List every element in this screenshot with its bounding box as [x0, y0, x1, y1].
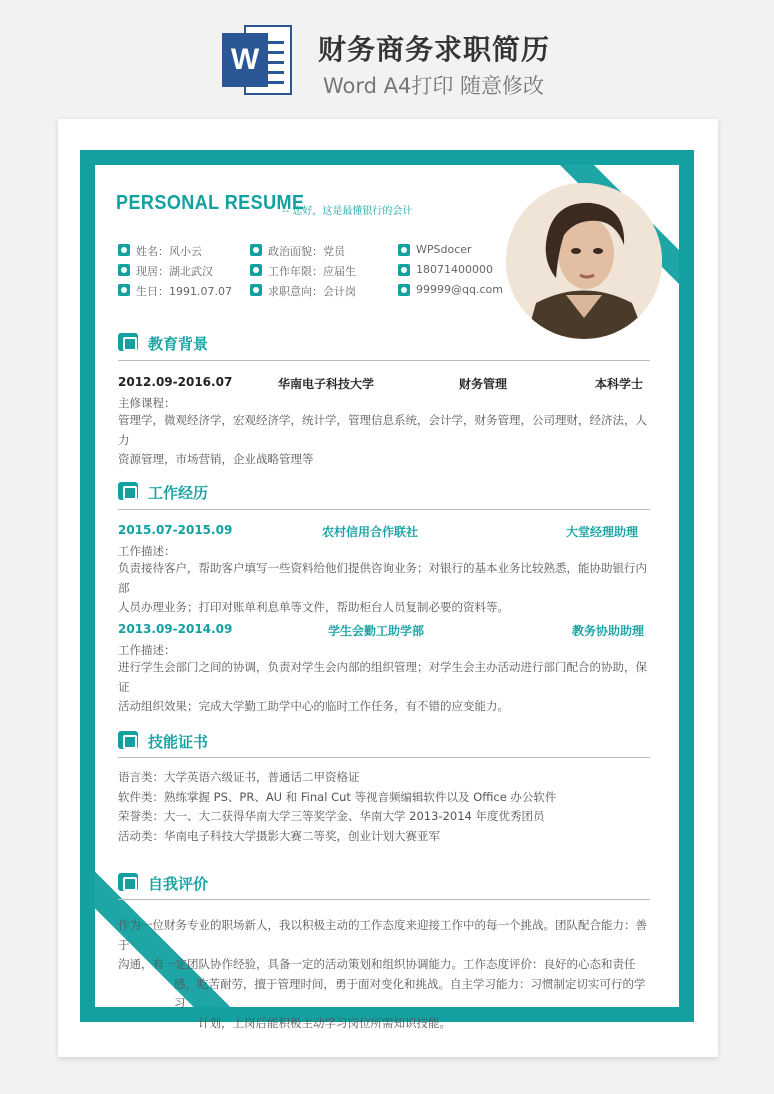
info-wechat: WPSdocer [416, 243, 472, 256]
calendar-icon [118, 284, 130, 296]
page-title: 财务商务求职简历 [318, 33, 551, 66]
phone-icon [398, 264, 410, 276]
edu-courses-label: 主修课程： [118, 396, 176, 410]
skill-line: 活动类：华南电子科技大学摄影大赛二等奖，创业计划大赛亚军 [118, 828, 440, 843]
job-period: 2013.09-2014.09 [118, 622, 233, 636]
info-email: 99999@qq.com [416, 283, 503, 296]
section-work-title: 工作经历 [148, 484, 209, 502]
skills-list [118, 768, 652, 846]
section-education-title: 教育背景 [148, 335, 209, 353]
self-evaluation [118, 916, 652, 1033]
section-divider [118, 757, 650, 758]
page-subtitle: Word A4打印 随意修改 [323, 74, 545, 98]
flag-icon [250, 244, 262, 256]
info-residence: 现居：湖北武汉 [136, 265, 213, 278]
job-desc [118, 559, 652, 618]
section-divider [118, 509, 650, 510]
job-desc-line: 进行学生会部门之间的协调，负责对学生会内部的组织管理；对学生会主办活动进行部门配合的协助，保证 [118, 660, 647, 694]
self-line: 计划，上岗后能积极主动学习岗位所需知识技能。 [198, 1015, 451, 1030]
info-birthday: 生日：1991.07.07 [136, 285, 232, 298]
self-line: 沟通，有一定团队协作经验，具备一定的活动策划和组织协调能力。工作态度评价：良好的心态和责任 [118, 957, 636, 971]
section-divider [118, 360, 650, 361]
skill-line: 语言类：大学英语六级证书，普通话二甲资格证 [118, 770, 360, 784]
section-self-title: 自我评价 [148, 875, 209, 893]
job-desc [118, 658, 652, 717]
edu-period: 2012.09-2016.07 [118, 375, 233, 389]
job-org: 农村信用合作联社 [322, 525, 419, 539]
briefcase-icon [250, 264, 262, 276]
chart-icon [118, 482, 138, 500]
job-desc-line: 负责接待客户，帮助客户填写一些资料给他们提供咨询业务；对银行的基本业务比较熟悉，能协助银行内部 [118, 561, 647, 595]
job-position: 大堂经理助理 [566, 525, 639, 539]
edu-courses-line: 管理学，微观经济学，宏观经济学，统计学，管理信息系统，会计学，财务管理，公司理财，经济法，人力 [118, 413, 647, 447]
info-experience: 工作年限：应届生 [268, 265, 356, 278]
word-icon: W [222, 23, 294, 97]
user-icon [118, 244, 130, 256]
wechat-icon [398, 244, 410, 256]
edu-courses-line: 资源管理，市场营销，企业战略管理等 [118, 452, 314, 466]
job-desc-label: 工作描述： [118, 643, 176, 657]
edu-school: 华南电子科技大学 [278, 377, 375, 391]
person-icon [118, 873, 138, 891]
edu-courses [118, 411, 652, 470]
skill-line: 软件类：熟练掌握 PS、PR、AU 和 Final Cut 等视音频编辑软件以及 Office 办公软件 [118, 789, 557, 804]
profile-photo [506, 183, 662, 339]
self-line: 作为一位财务专业的职场新人，我以积极主动的工作态度来迎接工作中的每一个挑战。团队配合能力：善于 [118, 918, 647, 952]
section-divider [118, 899, 650, 900]
info-political: 政治面貌：党员 [268, 245, 345, 258]
edu-degree: 本科学士 [595, 377, 644, 391]
job-position: 教务协助助理 [572, 624, 645, 638]
job-desc-line: 活动组织效果；完成大学勤工助学中心的临时工作任务，有不错的应变能力。 [118, 699, 509, 713]
info-intent: 求职意向：会计岗 [268, 285, 356, 298]
info-phone: 18071400000 [416, 263, 493, 276]
edu-major: 财务管理 [459, 377, 508, 391]
mail-icon [398, 284, 410, 296]
tag-icon [118, 731, 138, 749]
job-org: 学生会勤工助学部 [328, 624, 425, 638]
resume-slogan: -- 您好，这是最懂银行的会计 [282, 206, 413, 217]
graduation-cap-icon [118, 333, 138, 351]
skill-line: 荣誉类：大一、大二获得华南大学三等奖学金、华南大学 2013-2014 年度优秀团员 [118, 809, 545, 823]
job-period: 2015.07-2015.09 [118, 523, 233, 537]
section-skills-title: 技能证书 [148, 733, 209, 751]
job-desc-line: 人员办理业务；打印对账单利息单等文件，帮助柜台人员复制必要的资料等。 [118, 600, 509, 614]
target-icon [250, 284, 262, 296]
info-name: 姓名：风小云 [136, 245, 202, 258]
self-line: 感，吃苦耐劳，擅于管理时间，勇于面对变化和挑战。自主学习能力：习惯制定切实可行的学习 [174, 976, 646, 1010]
resume-title: PERSONAL RESUME [116, 192, 305, 214]
job-desc-label: 工作描述： [118, 544, 176, 558]
location-icon [118, 264, 130, 276]
